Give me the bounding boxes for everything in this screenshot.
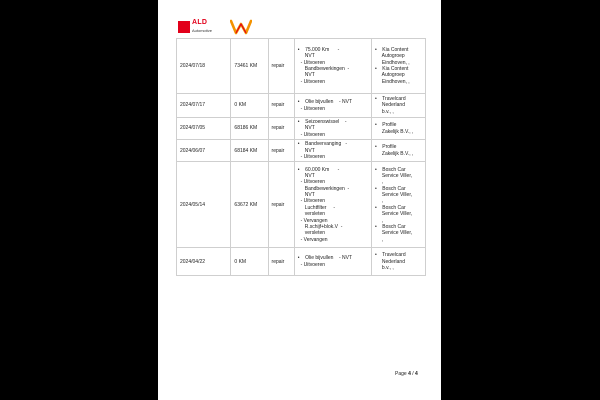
cell-mileage: 68184 KM bbox=[231, 140, 268, 162]
document-page bbox=[158, 0, 441, 400]
cell-type: repair bbox=[268, 39, 294, 94]
cell-date: 2024/04/22 bbox=[177, 248, 231, 276]
workshop-line: Service Viller, bbox=[374, 172, 413, 179]
cell-date: 2024/05/14 bbox=[177, 162, 231, 248]
cell-description bbox=[294, 162, 371, 248]
description-line: Bandbewerkingen - bbox=[297, 66, 350, 72]
workshop-line: , bbox=[374, 179, 384, 186]
cell-workshop bbox=[371, 140, 425, 162]
description-line: - Uitvoeren bbox=[297, 153, 326, 160]
workshop-line: Eindhoven, , bbox=[374, 59, 410, 66]
description-line: - Uitvoeren bbox=[297, 179, 326, 186]
cell-date: 2024/07/05 bbox=[177, 118, 231, 140]
description-line: NVT bbox=[297, 147, 315, 154]
workshop-line: Autogroep bbox=[374, 53, 405, 60]
description-line: R.schijf+blok.V - bbox=[297, 224, 343, 231]
table-row bbox=[177, 118, 426, 140]
cell-date: 2024/07/17 bbox=[177, 94, 231, 118]
workshop-line: • Bosch Car bbox=[374, 224, 406, 231]
workshop-line: , bbox=[374, 236, 384, 243]
ald-logo-square bbox=[178, 21, 190, 33]
description-line: - Vervangen bbox=[297, 217, 328, 224]
workshop-line: • Kia Content bbox=[374, 66, 409, 72]
cell-mileage: 0 KM bbox=[231, 94, 268, 118]
cell-type: repair bbox=[268, 118, 294, 140]
workshop-line: Service Viller, bbox=[374, 230, 413, 237]
maintenance-history-table bbox=[176, 38, 426, 276]
cell-type: repair bbox=[268, 162, 294, 248]
description-line: - Uitvoeren bbox=[297, 78, 326, 85]
description-line: • Olie bijvullen - NVT bbox=[297, 99, 353, 106]
description-line: • 75.000 Km - bbox=[297, 46, 340, 53]
description-line: - Uitvoeren bbox=[297, 198, 326, 205]
cell-workshop bbox=[371, 248, 425, 276]
description-line: NVT bbox=[297, 72, 315, 79]
workshop-line: • Kia Content bbox=[374, 46, 409, 53]
description-line: NVT bbox=[297, 192, 315, 199]
description-line: Luchtfilter - bbox=[297, 204, 336, 211]
cell-type: repair bbox=[268, 140, 294, 162]
description-line: - Uitvoeren bbox=[297, 105, 326, 112]
cell-description bbox=[294, 94, 371, 118]
description-line: - Uitvoeren bbox=[297, 261, 326, 268]
cell-description bbox=[294, 140, 371, 162]
description-line: Bandbewerkingen - bbox=[297, 185, 350, 192]
cell-description bbox=[294, 39, 371, 94]
workshop-line: • Travelcard bbox=[374, 252, 406, 259]
cell-mileage: 63672 KM bbox=[231, 162, 268, 248]
cell-type: repair bbox=[268, 248, 294, 276]
description-line: - Vervangen bbox=[297, 236, 328, 243]
description-line: • Seizoenswissel - bbox=[297, 119, 347, 125]
workshop-line: • Travelcard bbox=[374, 95, 406, 102]
workshop-line: Zakelijk B.V., , bbox=[374, 150, 414, 157]
cell-description bbox=[294, 248, 371, 276]
workshop-line: • Bosch Car bbox=[374, 204, 406, 211]
cell-workshop bbox=[371, 39, 425, 94]
workshop-line: • Bosch Car bbox=[374, 185, 406, 192]
cell-description bbox=[294, 118, 371, 140]
workshop-line: , bbox=[374, 217, 384, 224]
description-line: versleten bbox=[297, 211, 326, 218]
page-current: 4 bbox=[408, 371, 411, 377]
description-line: • 60.000 Km - bbox=[297, 166, 340, 173]
cell-mileage: 73461 KM bbox=[231, 39, 268, 94]
page-label: Page bbox=[395, 371, 407, 377]
cell-workshop bbox=[371, 162, 425, 248]
workshop-line: b.v., , bbox=[374, 108, 394, 115]
workshop-line: b.v., , bbox=[374, 265, 394, 272]
table-row bbox=[177, 140, 426, 162]
description-line: versleten bbox=[297, 230, 326, 237]
workshop-line: • Bosch Car bbox=[374, 166, 406, 173]
ald-logo-text: ALD bbox=[192, 19, 208, 26]
workshop-line: Service Viller, bbox=[374, 211, 413, 218]
ald-automotive-logo bbox=[178, 20, 238, 36]
table-row bbox=[177, 94, 426, 118]
workshop-line: Nederland bbox=[374, 102, 405, 109]
cell-mileage: 0 KM bbox=[231, 248, 268, 276]
page-separator: / bbox=[412, 371, 414, 377]
cell-type: repair bbox=[268, 94, 294, 118]
workshop-line: Eindhoven, , bbox=[374, 78, 410, 85]
workshop-line: Zakelijk B.V., , bbox=[374, 128, 414, 135]
cell-mileage: 68186 KM bbox=[231, 118, 268, 140]
description-line: - Uitvoeren bbox=[297, 59, 326, 66]
description-line: • Bandvervanging - bbox=[297, 141, 348, 148]
page-total: 4 bbox=[415, 371, 418, 377]
description-line: • Olie bijvullen - NVT bbox=[297, 255, 353, 262]
workshop-line: , bbox=[374, 198, 384, 205]
workshop-line: Autogroep bbox=[374, 72, 405, 79]
workshop-line: • Profile bbox=[374, 122, 397, 129]
description-line: NVT bbox=[297, 125, 315, 132]
description-line: - Uitvoeren bbox=[297, 131, 326, 138]
description-line: NVT bbox=[297, 53, 315, 60]
table-row bbox=[177, 162, 426, 248]
workshop-line: Nederland bbox=[374, 258, 405, 265]
cell-date: 2024/06/07 bbox=[177, 140, 231, 162]
partner-w-logo-icon bbox=[230, 18, 252, 36]
description-line: NVT bbox=[297, 172, 315, 179]
workshop-line: • Profile bbox=[374, 144, 397, 151]
workshop-line: Service Viller, bbox=[374, 192, 413, 199]
cell-date: 2024/07/18 bbox=[177, 39, 231, 94]
cell-workshop bbox=[371, 94, 425, 118]
cell-workshop bbox=[371, 118, 425, 140]
table-row bbox=[177, 39, 426, 94]
table-row bbox=[177, 248, 426, 276]
page-number bbox=[395, 371, 418, 377]
ald-logo-subtext: Automotive bbox=[192, 28, 213, 33]
